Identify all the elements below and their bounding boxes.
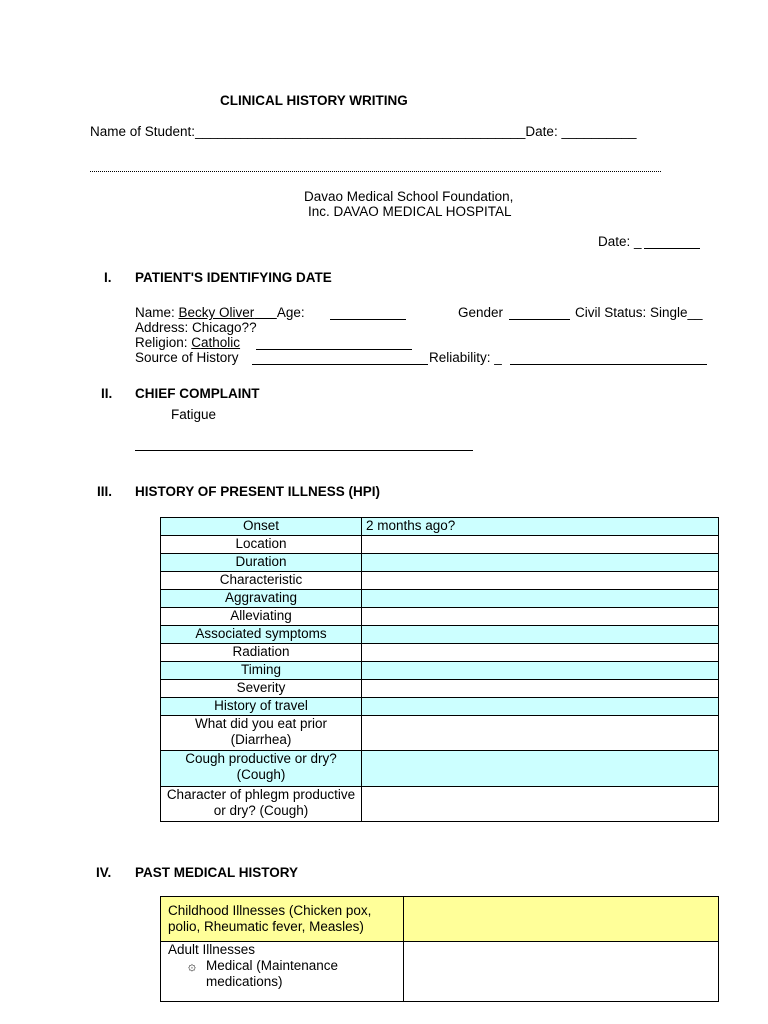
hpi-row	[161, 787, 719, 822]
hpi-row-value[interactable]	[362, 608, 719, 626]
civil-status[interactable]: Civil Status: Single__	[575, 305, 703, 320]
age-blank[interactable]	[330, 319, 406, 320]
hpi-row-label: Alleviating	[161, 608, 362, 626]
section-4-title: PAST MEDICAL HISTORY	[135, 865, 299, 880]
pmh-adult-medical-label: Medical (Maintenance medications)	[206, 958, 339, 989]
hpi-row-label: Radiation	[161, 644, 362, 662]
pmh-adult-cell	[161, 942, 404, 1002]
hpi-row-value[interactable]	[362, 716, 719, 751]
institution-line1: Davao Medical School Foundation,	[304, 189, 514, 204]
religion-line	[135, 335, 240, 351]
pmh-adult-medical-item	[168, 958, 396, 990]
hpi-row	[161, 662, 719, 680]
student-name-label: Name of Student:	[90, 124, 196, 139]
hpi-row-value[interactable]	[362, 554, 719, 572]
hpi-row-label: Location	[161, 536, 362, 554]
hpi-row	[161, 680, 719, 698]
hpi-row-label: History of travel	[161, 698, 362, 716]
source-blank[interactable]	[252, 364, 428, 365]
hpi-row	[161, 608, 719, 626]
pmh-adult-label: Adult Illnesses	[168, 942, 256, 957]
reliability-label: Reliability: _	[429, 350, 502, 365]
date-right-blank[interactable]	[644, 248, 700, 249]
pmh-row-childhood	[161, 897, 719, 942]
hpi-table	[160, 517, 719, 822]
hpi-row	[161, 644, 719, 662]
hpi-row	[161, 536, 719, 554]
pmh-adult-value[interactable]	[404, 942, 719, 1002]
religion-value[interactable]: Catholic	[191, 335, 241, 350]
hpi-table-body	[161, 518, 719, 822]
pmh-row-adult	[161, 942, 719, 1002]
section-3-number: III.	[97, 484, 113, 499]
hpi-row-label: Characteristic	[161, 572, 362, 590]
reliability-blank[interactable]	[510, 364, 707, 365]
hpi-row-value[interactable]	[362, 662, 719, 680]
section-1-number: I.	[104, 270, 112, 285]
student-line	[90, 124, 637, 140]
hpi-row-label: Severity	[161, 680, 362, 698]
patient-name-label: Name:	[135, 305, 179, 320]
patient-name-value[interactable]: Becky Oliver	[178, 305, 255, 320]
bullet-icon: ۞	[188, 958, 196, 973]
hpi-row	[161, 572, 719, 590]
hpi-row-value[interactable]	[362, 680, 719, 698]
hpi-row-value[interactable]	[362, 644, 719, 662]
hpi-row-label: Duration	[161, 554, 362, 572]
hpi-row-value[interactable]	[362, 572, 719, 590]
hpi-row-label: Timing	[161, 662, 362, 680]
section-2-title: CHIEF COMPLAINT	[135, 386, 260, 401]
hpi-row	[161, 626, 719, 644]
hpi-row	[161, 698, 719, 716]
section-4-number: IV.	[96, 865, 112, 880]
pmh-childhood-value[interactable]	[404, 897, 719, 942]
hpi-row	[161, 554, 719, 572]
gender-label: Gender	[458, 305, 504, 320]
pmh-table	[160, 896, 719, 1002]
hpi-row	[161, 590, 719, 608]
religion-blank	[256, 349, 412, 350]
hpi-row-value[interactable]	[362, 787, 719, 822]
source-label: Source of History	[135, 350, 239, 365]
pmh-childhood-label: Childhood Illnesses (Chicken pox, polio, Rheumatic fever, Measles)	[161, 897, 404, 942]
section-3-title: HISTORY OF PRESENT ILLNESS (HPI)	[135, 484, 381, 499]
chief-complaint-blank[interactable]	[135, 450, 473, 451]
dotted-separator	[90, 171, 661, 172]
hpi-row-label: What did you eat prior (Diarrhea)	[161, 716, 362, 751]
section-1-title: PATIENT'S IDENTIFYING DATE	[135, 270, 332, 285]
hpi-row-label: Associated symptoms	[161, 626, 362, 644]
hpi-row-label: Aggravating	[161, 590, 362, 608]
address[interactable]: Address: Chicago??	[135, 320, 257, 335]
hpi-row-value[interactable]	[362, 698, 719, 716]
name-age-line	[135, 305, 305, 321]
section-2-number: II.	[101, 386, 113, 401]
hpi-row-label: Cough productive or dry? (Cough)	[161, 751, 362, 787]
hpi-row	[161, 716, 719, 751]
student-name-blank[interactable]: ____________________________________________	[195, 124, 526, 139]
student-date-label: Date:	[525, 124, 562, 139]
age-label: Age:	[276, 305, 305, 320]
hpi-row-value[interactable]	[362, 536, 719, 554]
chief-complaint-value[interactable]: Fatigue	[171, 407, 217, 422]
hpi-row	[161, 518, 719, 536]
hpi-row-label: Onset	[161, 518, 362, 536]
hpi-row-label: Character of phlegm productive or dry? (Cough)	[161, 787, 362, 822]
hpi-row-value[interactable]	[362, 751, 719, 787]
patient-name-blank	[254, 305, 277, 320]
student-date-blank[interactable]: __________	[561, 124, 637, 139]
document-title: CLINICAL HISTORY WRITING	[220, 93, 408, 108]
hpi-row	[161, 751, 719, 787]
hpi-row-value[interactable]	[362, 626, 719, 644]
date-right-label: Date: _	[598, 234, 642, 249]
hpi-row-value[interactable]: 2 months ago?	[362, 518, 719, 536]
date-right	[598, 234, 642, 250]
institution-line2: Inc. DAVAO MEDICAL HOSPITAL	[308, 204, 512, 219]
hpi-row-value[interactable]	[362, 590, 719, 608]
religion-label: Religion:	[135, 335, 192, 350]
gender-blank[interactable]	[509, 319, 570, 320]
